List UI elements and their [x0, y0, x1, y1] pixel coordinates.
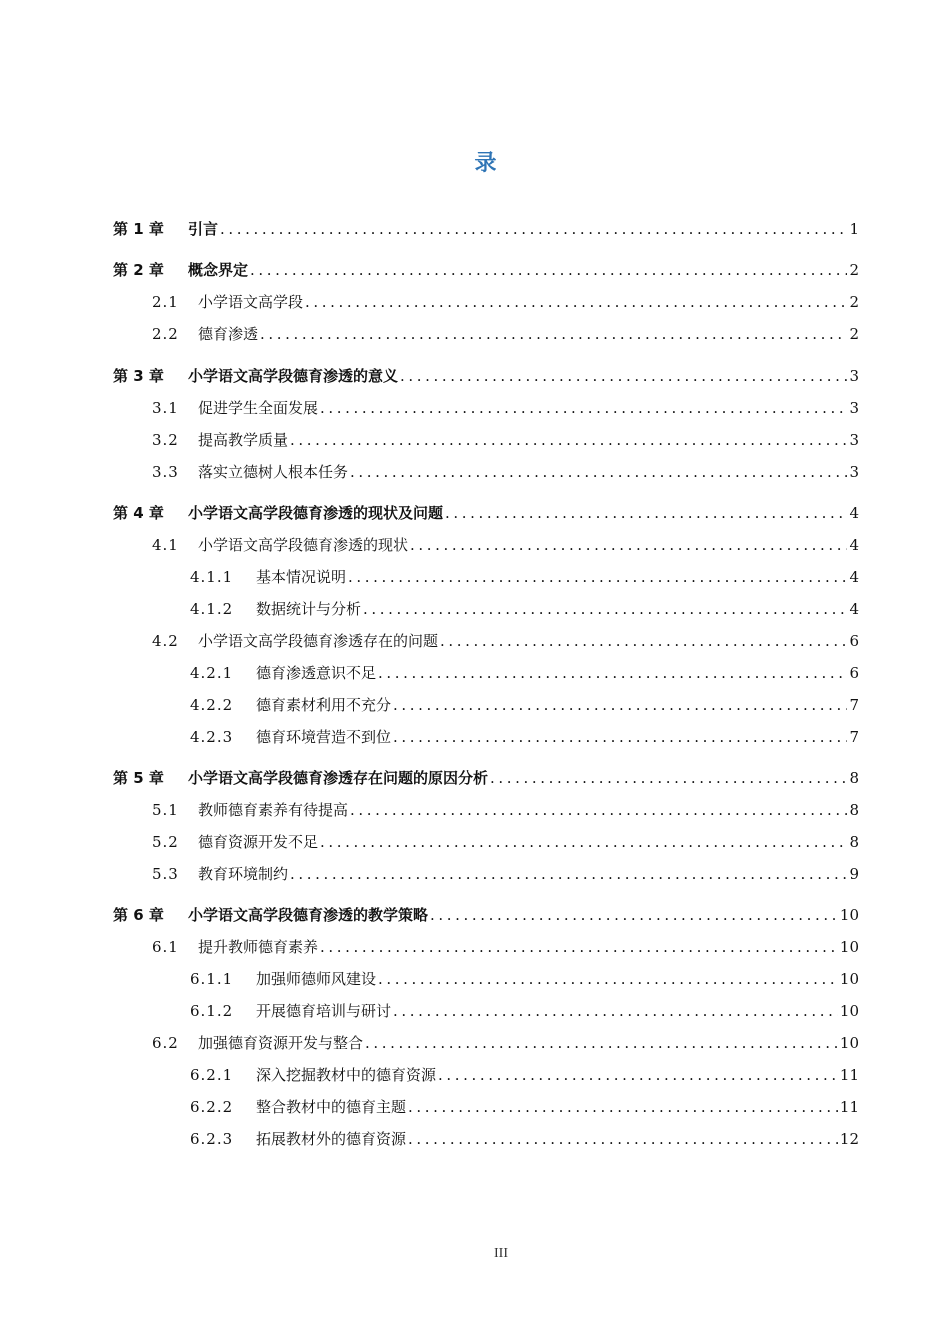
toc-entry-number: 6.1.2 [190, 1002, 234, 1020]
toc-entry-number: 5.2 [152, 833, 179, 851]
toc-entry[interactable] [113, 903, 859, 927]
toc-entry[interactable] [152, 830, 859, 854]
toc-entry-number: 4.1.2 [190, 600, 234, 618]
toc-entry-page: 4 [849, 600, 859, 618]
toc-entry-number: 3.1 [152, 399, 179, 417]
toc-entry-title: 加强德育资源开发与整合 [198, 1034, 364, 1052]
toc-entry-page: 10 [839, 1034, 859, 1052]
toc-dot-leader [320, 830, 847, 854]
toc-entry-title: 概念界定 [188, 261, 249, 279]
toc-entry-page: 6 [849, 664, 859, 682]
toc-entry-title: 教师德育素养有待提高 [198, 801, 349, 819]
toc-dot-leader [348, 565, 847, 589]
toc-entry-page: 3 [849, 431, 859, 449]
toc-entry-title: 德育渗透 [198, 325, 259, 343]
toc-entry[interactable] [190, 1095, 859, 1119]
toc-entry-page: 7 [849, 728, 859, 746]
toc-entry-number: 3.3 [152, 463, 179, 481]
toc-entry-title: 数据统计与分析 [256, 600, 362, 618]
toc-entry-title: 小学语文高学段德育渗透的教学策略 [188, 906, 429, 924]
toc-dot-leader [260, 322, 847, 346]
toc-entry-number: 4.2.3 [190, 728, 234, 746]
toc-entry-page: 3 [849, 399, 859, 417]
toc-entry-page: 3 [849, 367, 859, 385]
toc-entry-page: 8 [849, 769, 859, 787]
toc-dot-leader [350, 460, 847, 484]
toc-dot-leader [440, 629, 847, 653]
toc-entry-title: 小学语文高学段德育渗透存在的问题 [198, 632, 439, 650]
toc-dot-leader [400, 364, 847, 388]
toc-entry-title: 落实立德树人根本任务 [198, 463, 349, 481]
toc-entry[interactable] [113, 766, 859, 790]
toc-dot-leader [320, 935, 838, 959]
toc-entry-title: 开展德育培训与研讨 [256, 1002, 392, 1020]
toc-entry-number: 第 2 章 [113, 261, 164, 279]
toc-dot-leader [220, 217, 847, 241]
toc-entry-number: 4.1.1 [190, 568, 234, 586]
toc-entry-number: 6.2.2 [190, 1098, 234, 1116]
toc-entry-number: 2.1 [152, 293, 179, 311]
toc-entry[interactable] [113, 364, 859, 388]
toc-entry-title: 提高教学质量 [198, 431, 289, 449]
toc-entry-page: 8 [849, 801, 859, 819]
toc-entry-page: 11 [839, 1066, 859, 1084]
toc-entry-number: 6.1 [152, 938, 179, 956]
toc-entry-page: 11 [839, 1098, 859, 1116]
toc-entry-page: 4 [849, 568, 859, 586]
toc-entry-title: 德育渗透意识不足 [256, 664, 377, 682]
toc-entry-title: 小学语文高学段德育渗透存在问题的原因分析 [188, 769, 489, 787]
toc-dot-leader [290, 428, 847, 452]
toc-entry-page: 2 [849, 325, 859, 343]
toc-entry-number: 第 1 章 [113, 220, 164, 238]
toc-entry[interactable] [113, 501, 859, 525]
toc-dot-leader [393, 693, 847, 717]
toc-entry-page: 7 [849, 696, 859, 714]
toc-entry-page: 3 [849, 463, 859, 481]
toc-dot-leader [408, 1095, 838, 1119]
toc-entry-number: 4.1 [152, 536, 179, 554]
toc-dot-leader [250, 258, 847, 282]
toc-entry[interactable] [152, 290, 859, 314]
toc-entry-page: 10 [839, 970, 859, 988]
toc-entry[interactable] [152, 428, 859, 452]
toc-title: 录 [474, 151, 498, 176]
toc-entry-title: 德育资源开发不足 [198, 833, 319, 851]
toc-entry[interactable] [113, 258, 859, 282]
toc-dot-leader [320, 396, 847, 420]
toc-entry-number: 第 3 章 [113, 367, 164, 385]
toc-entry-page: 4 [849, 536, 859, 554]
toc-dot-leader [408, 1127, 838, 1151]
toc-entry[interactable] [190, 693, 859, 717]
toc-entry-page: 10 [839, 1002, 859, 1020]
toc-entry-title: 小学语文高学段德育渗透的现状及问题 [188, 504, 444, 522]
toc-entry[interactable] [190, 565, 859, 589]
toc-entry-number: 6.2 [152, 1034, 179, 1052]
toc-entry[interactable] [152, 460, 859, 484]
toc-dot-leader [490, 766, 847, 790]
toc-entry-title: 拓展教材外的德育资源 [256, 1130, 407, 1148]
toc-entry-number: 6.2.1 [190, 1066, 234, 1084]
toc-entry-number: 3.2 [152, 431, 179, 449]
toc-entry-title: 德育环境营造不到位 [256, 728, 392, 746]
toc-entry-page: 9 [849, 865, 859, 883]
toc-entry-title: 小学语文高学段德育渗透的现状 [198, 536, 409, 554]
toc-entry-title: 提升教师德育素养 [198, 938, 319, 956]
toc-entry-title: 整合教材中的德育主题 [256, 1098, 407, 1116]
toc-dot-leader [445, 501, 847, 525]
toc-entry-page: 2 [849, 261, 859, 279]
toc-entry-page: 10 [839, 906, 859, 924]
toc-entry-number: 5.3 [152, 865, 179, 883]
toc-entry-page: 12 [839, 1130, 859, 1148]
toc-entry-number: 4.2.1 [190, 664, 234, 682]
toc-entry-title: 德育素材利用不充分 [256, 696, 392, 714]
toc-entry-page: 10 [839, 938, 859, 956]
toc-dot-leader [438, 1063, 838, 1087]
toc-entry[interactable] [190, 725, 859, 749]
toc-entry[interactable] [152, 862, 859, 886]
toc-entry-number: 第 5 章 [113, 769, 164, 787]
toc-dot-leader [363, 597, 847, 621]
toc-entry[interactable] [190, 1127, 859, 1151]
toc-entry-number: 4.2 [152, 632, 179, 650]
toc-entry-title: 小学语文高学段德育渗透的意义 [188, 367, 399, 385]
toc-entry-title: 加强师德师风建设 [256, 970, 377, 988]
toc-entry[interactable] [113, 217, 859, 241]
toc-entry-number: 第 6 章 [113, 906, 164, 924]
toc-entry[interactable] [190, 597, 859, 621]
toc-entry[interactable] [152, 629, 859, 653]
toc-entry-number: 6.2.3 [190, 1130, 234, 1148]
toc-entry-number: 5.1 [152, 801, 179, 819]
toc-entry[interactable] [152, 533, 859, 557]
toc-dot-leader [393, 999, 838, 1023]
toc-dot-leader [290, 862, 847, 886]
toc-entry-title: 深入挖掘教材中的德育资源 [256, 1066, 437, 1084]
toc-entry-number: 6.1.1 [190, 970, 234, 988]
toc-entry[interactable] [152, 935, 859, 959]
toc-dot-leader [410, 533, 847, 557]
toc-entry-page: 8 [849, 833, 859, 851]
toc-dot-leader [393, 725, 847, 749]
toc-dot-leader [350, 798, 847, 822]
toc-dot-leader [378, 967, 838, 991]
toc-entry[interactable] [152, 798, 859, 822]
toc-entry-page: 2 [849, 293, 859, 311]
toc-entry[interactable] [190, 967, 859, 991]
toc-entry-page: 4 [849, 504, 859, 522]
toc-entry-number: 4.2.2 [190, 696, 234, 714]
toc-entry-title: 基本情况说明 [256, 568, 347, 586]
toc-dot-leader [365, 1031, 838, 1055]
toc-entry-title: 促进学生全面发展 [198, 399, 319, 417]
toc-entry[interactable] [190, 1063, 859, 1087]
page-number: III [494, 1246, 508, 1261]
toc-entry-title: 教育环境制约 [198, 865, 289, 883]
toc-entry-title: 引言 [188, 220, 219, 238]
toc-entry[interactable] [152, 396, 859, 420]
toc-entry[interactable] [152, 322, 859, 346]
toc-entry[interactable] [152, 1031, 859, 1055]
toc-entry-number: 第 4 章 [113, 504, 164, 522]
toc-dot-leader [430, 903, 838, 927]
toc-entry-page: 1 [849, 220, 859, 238]
toc-entry[interactable] [190, 661, 859, 685]
toc-dot-leader [305, 290, 847, 314]
toc-entry-number: 2.2 [152, 325, 179, 343]
toc-entry-title: 小学语文高学段 [198, 293, 304, 311]
toc-dot-leader [378, 661, 847, 685]
toc-entry-page: 6 [849, 632, 859, 650]
toc-entry[interactable] [190, 999, 859, 1023]
